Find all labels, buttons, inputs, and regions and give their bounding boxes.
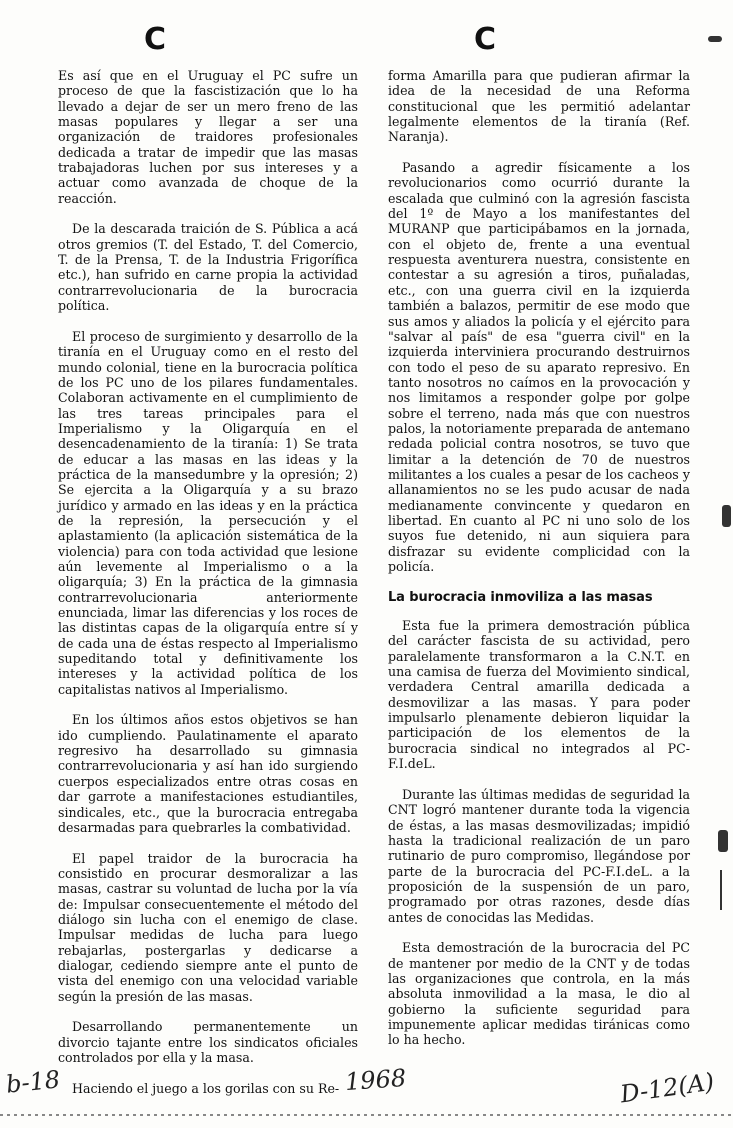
margin-mark [708, 36, 722, 42]
paragraph: Esta demostración de la burocracia del PC de mantener por medio de la CNT y de todas las organizaciones que controla, en la más absoluta inmovilidad a la masa, le dio al gobierno la suficiente seguridad para impunemente aplicar medidas tiránicas como lo ha hecho. [388, 940, 690, 1048]
right-column [388, 68, 690, 1063]
paragraph: El proceso de surgimiento y desarrollo de la tiranía en el Uruguay como en el resto del mundo colonial, tiene en la burocracia política de los PC uno de los pilares fundamentales. Colaboran activamente en el cumplimiento de las tres tareas principales para el Imperialismo y la Oligarquía en el desencadenamiento de la tiranía: 1) Se trata de educar a las masas en las ideas y la práctica de la mansedumbre y la opresión; 2) Se ejercita a la Oligarquía y a su brazo jurídico y armado en las ideas y en la práctica de la represión, la persecución y el aplastamiento (la aplicación sistemática de la violencia) para con toda actividad que lesione aún levemente al Imperialismo o a la oligarquía; 3) En la práctica de la gimnasia contrarrevolucionaria anteriormente enunciada, limar las diferencias y los roces de las distintas capas de la oligarquía entre sí y de cada una de éstas respecto al Imperialismo supeditando total y definitivamente los intereses y la actividad política de los capitalistas nativos al Imperialismo. [58, 328, 358, 697]
handwritten-note-center: 1968 [344, 1063, 407, 1097]
punch-mark-left: C [144, 22, 167, 57]
handwritten-note-left: b-18 [4, 1065, 62, 1099]
paragraph: Esta fue la primera demostración pública del carácter fascista de su actividad, pero paralelamente transformaron a la C.N.T. en una camisa de fuerza del Movimiento sindical, verdadera Central amarilla dedicada a desmovilizar a las masas. Y para poder impulsarlo plenamente debieron liquidar la participación de los elementos de la burocracia sindical no integrados al PC-F.I.deL. [388, 618, 690, 772]
paragraph: En los últimos años estos objetivos se han ido cumpliendo. Paulatinamente el aparato regresivo ha desarrollado su gimnasia contrarrevolucionaria y así han ido surgiendo cuerpos especializados entre otras cosas en dar garrote a manifestaciones estudiantiles, sindicales, etc., que la burocracia entregaba desarmadas para quebrarles la combatividad. [58, 712, 358, 835]
margin-mark [718, 830, 728, 852]
paragraph: Durante las últimas medidas de seguridad la CNT logró mantener durante toda la vigencia de éstas, a las masas desmovilizadas; impidió hasta la tradicional realización de un paro rutinario de puro compromiso, llegándose por parte de la burocracia del PC-F.I.deL. a la proposición de la suspensión de un paro, programado por otras razones, desde días antes de conocidas las Medidas. [388, 786, 690, 925]
margin-mark [722, 505, 731, 527]
paragraph: forma Amarilla para que pudieran afirmar la idea de la necesidad de una Reforma constitucional que les permitió adelantar legalmente elementos de la tiranía (Ref. Naranja). [388, 68, 690, 145]
punch-mark-right: C [474, 22, 497, 57]
paragraph: De la descarada traición de S. Pública a acá otros gremios (T. del Estado, T. del Comercio, T. de la Prensa, T. de la Industria Frigorífica etc.), han sufrido en carne propia la actividad contrarrevolucionaria de la burocracia política. [58, 221, 358, 314]
page-bottom-edge [0, 1114, 733, 1116]
handwritten-note-right: D-12(A) [618, 1067, 716, 1109]
paragraph: Haciendo el juego a los gorilas con su Re- [72, 1080, 340, 1096]
paragraph: Desarrollando permanentemente un divorcio tajante entre los sindicatos oficiales controlados por ella y la masa. [58, 1019, 358, 1065]
paragraph: El papel traidor de la burocracia ha consistido en procurar desmoralizar a las masas, castrar su voluntad de lucha por la vía de: Impulsar consecuentemente el método del diálogo sin lucha con el enemigo de clase. Impulsar medidas de lucha para luego rebajarlas, postergarlas y dedicarse a dialogar, cediendo siempre ante el punto de vista del enemigo con una velocidad variable según la presión de las masas. [58, 850, 358, 1004]
section-heading: La burocracia inmoviliza a las masas [388, 589, 653, 605]
left-column [58, 68, 358, 1111]
paragraph: Pasando a agredir físicamente a los revolucionarios como ocurrió durante la escalada que culminó con la agresión fascista del 1º de Mayo a los manifestantes del MURANP que participábamos en la jornada, con el objeto de, frente a una eventual respuesta aventurera nuestra, consistente en contestar a su agresión a tiros, puñaladas, etc., con una guerra civil en la izquierda también a balazos, permitir de ese modo que sus amos y aliados la policía y el ejército para "salvar al país" de esa "guerra civil" en la izquierda interviniera procurando destruirnos con todo el peso de su aparato represivo. En tanto nosotros no caímos en la provocación y nos limitamos a responder golpe por golpe sobre el terreno, nada más que con nuestros palos, la notoriamente preparada de antemano redada policial contra nosotros, se tuvo que limitar a la detención de 70 de nuestros militantes a los cuales a pesar de los cacheos y allanamientos no se les pudo acusar de nada medianamente convincente y quedaron en libertad. En cuanto al PC ni uno solo de los suyos fue detenido, ni aun siquiera para disfrazar su evidente complicidad con la policía. [388, 160, 690, 574]
margin-mark [720, 870, 722, 910]
paragraph: Es así que en el Uruguay el PC sufre un proceso de que la fascistización que lo ha llevado a dejar de ser un mero freno de las masas populares y llegar a ser una organización de traidores profesionales dedicada a tratar de impedir que las masas trabajadoras luchen por sus intereses y a actuar como avanzada de choque de la reacción. [58, 68, 358, 206]
